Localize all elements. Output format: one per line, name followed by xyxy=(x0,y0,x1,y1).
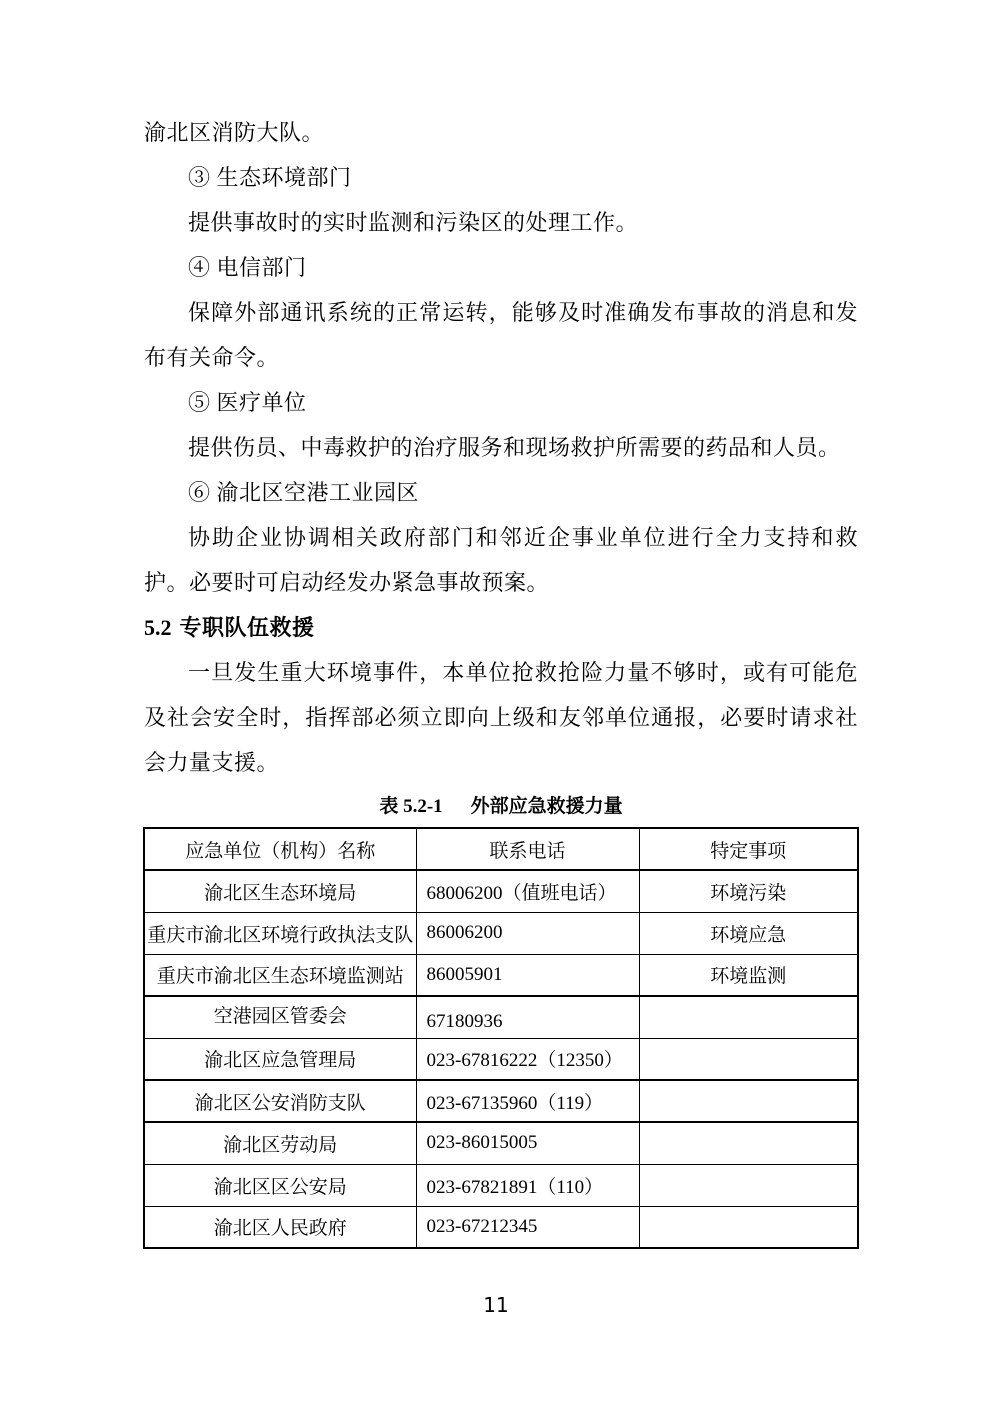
phone-cell: 023-67212345 xyxy=(416,1206,639,1248)
unit-name-cell: 渝北区生态环境局 xyxy=(144,870,416,912)
paragraph: 渝北区消防大队。 xyxy=(144,120,325,145)
paragraph: ⑥ 渝北区空港工业园区 xyxy=(188,480,420,505)
matter-cell xyxy=(639,996,858,1038)
external-rescue-table xyxy=(143,827,859,1249)
matter-cell xyxy=(639,1080,858,1122)
paragraph: ④ 电信部门 xyxy=(188,255,307,280)
unit-name-cell: 渝北区应急管理局 xyxy=(144,1038,416,1080)
matter-cell xyxy=(639,1122,858,1164)
paragraph: ③ 生态环境部门 xyxy=(188,165,352,190)
matter-cell xyxy=(639,1038,858,1080)
table-caption xyxy=(144,795,858,819)
paragraph: 提供伤员、中毒救护的治疗服务和现场救护所需要的药品和人员。 xyxy=(188,435,841,460)
table-row xyxy=(144,870,858,912)
paragraph: 一旦发生重大环境事件，本单位抢救抢险力量不够时，或有可能危及社会安全时，指挥部必须立即向上级和友邻单位通报，必要时请求社会力量支援。 xyxy=(144,660,858,775)
table-row xyxy=(144,1122,858,1164)
matter-cell xyxy=(639,1206,858,1248)
phone-cell: 023-67816222（12350） xyxy=(416,1038,639,1080)
column-header: 特定事项 xyxy=(639,828,858,870)
matter-cell: 环境应急 xyxy=(639,912,858,954)
phone-cell: 023-86015005 xyxy=(416,1122,639,1164)
phone-cell: 86006200 xyxy=(416,912,639,954)
section-number: 5.2 xyxy=(144,615,172,640)
table-row xyxy=(144,1080,858,1122)
phone-cell: 68006200（值班电话） xyxy=(416,870,639,912)
table-row xyxy=(144,1038,858,1080)
table-row xyxy=(144,1164,858,1206)
paragraph: ⑤ 医疗单位 xyxy=(188,390,307,415)
column-header: 应急单位（机构）名称 xyxy=(144,828,416,870)
table-caption-title: 外部应急救援力量 xyxy=(470,796,623,817)
section-title: 专职队伍救援 xyxy=(179,615,315,640)
table-header-row xyxy=(144,828,858,870)
phone-cell: 86005901 xyxy=(416,954,639,996)
matter-cell: 环境污染 xyxy=(639,870,858,912)
table-caption-label: 表 5.2-1 xyxy=(379,796,443,817)
paragraph: 协助企业协调相关政府部门和邻近企事业单位进行全力支持和救护。必要时可启动经发办紧急事故预案。 xyxy=(144,525,858,595)
matter-cell: 环境监测 xyxy=(639,954,858,996)
unit-name-cell: 渝北区人民政府 xyxy=(144,1206,416,1248)
paragraph: 提供事故时的实时监测和污染区的处理工作。 xyxy=(188,210,639,235)
page-number: 11 xyxy=(483,1293,509,1317)
paragraph: 保障外部通讯系统的正常运转，能够及时准确发布事故的消息和发布有关命令。 xyxy=(144,300,858,370)
column-header: 联系电话 xyxy=(416,828,639,870)
table-row xyxy=(144,996,858,1038)
unit-name-cell: 重庆市渝北区生态环境监测站 xyxy=(144,954,416,996)
unit-name-cell: 渝北区劳动局 xyxy=(144,1122,416,1164)
phone-cell: 023-67821891（110） xyxy=(416,1164,639,1206)
page-content xyxy=(144,0,858,1249)
matter-cell xyxy=(639,1164,858,1206)
table-row xyxy=(144,1206,858,1248)
unit-name-cell: 渝北区公安消防支队 xyxy=(144,1080,416,1122)
unit-name-cell: 空港园区管委会 xyxy=(144,996,416,1038)
phone-cell: 023-67135960（119） xyxy=(416,1080,639,1122)
section-heading xyxy=(144,605,858,650)
unit-name-cell: 重庆市渝北区环境行政执法支队 xyxy=(144,912,416,954)
body-text xyxy=(144,110,858,785)
unit-name-cell: 渝北区区公安局 xyxy=(144,1164,416,1206)
table-row xyxy=(144,954,858,996)
table-row xyxy=(144,912,858,954)
phone-cell: 67180936 xyxy=(416,996,639,1038)
